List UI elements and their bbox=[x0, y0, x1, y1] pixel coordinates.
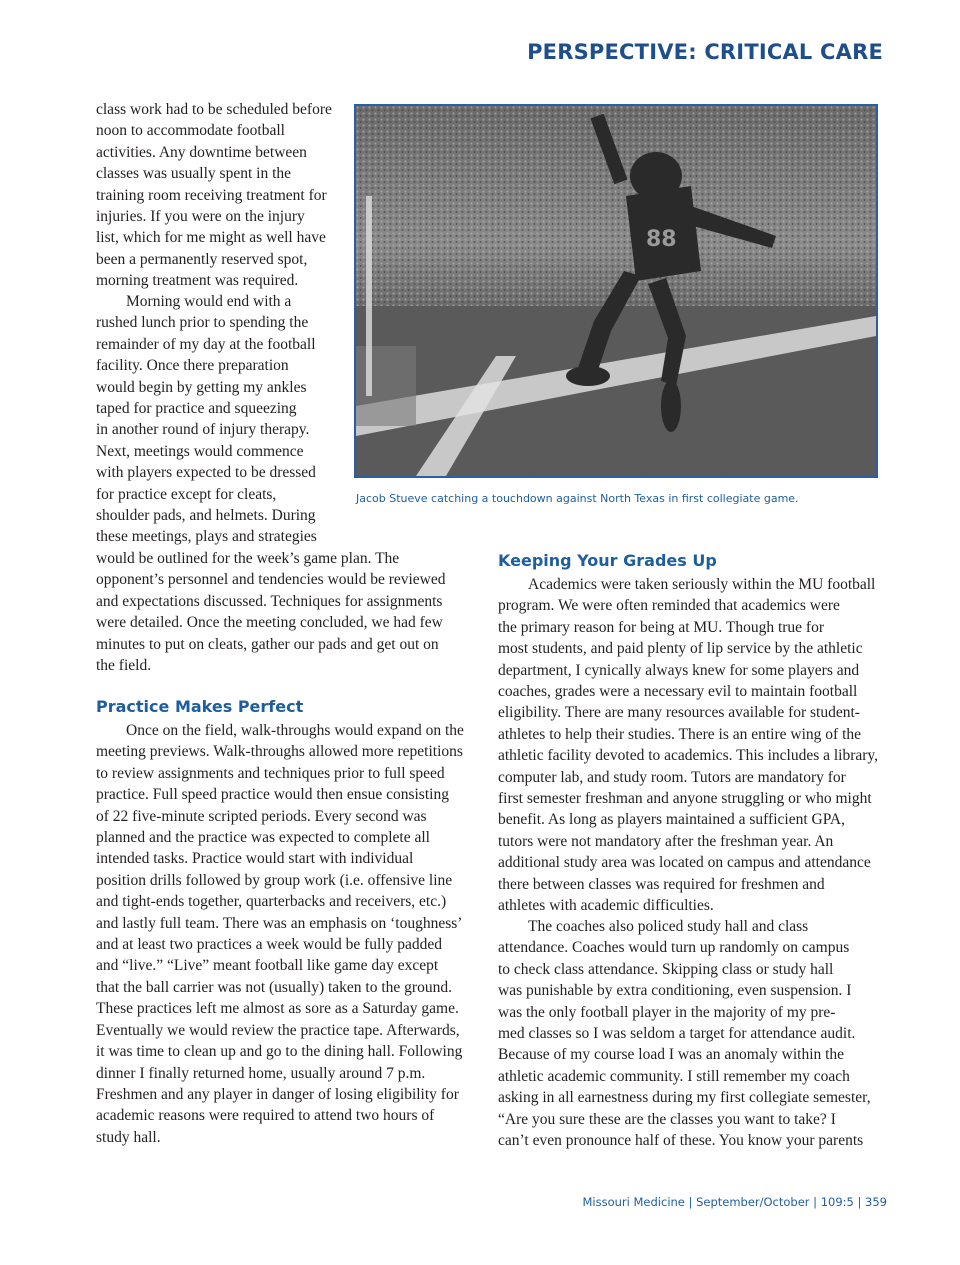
text-line: and expectations discussed. Techniques for assignments bbox=[96, 592, 443, 610]
text-line: been a permanently reserved spot, bbox=[96, 250, 308, 268]
text-line: athletic facility devoted to academics. This includes a library, bbox=[498, 747, 879, 765]
text-line: computer lab, and study room. Tutors are mandatory for bbox=[498, 768, 846, 786]
heading-keeping-your-grades-up: Keeping Your Grades Up bbox=[498, 551, 717, 570]
text-line: Once on the field, walk-throughs would expand on the bbox=[126, 722, 464, 739]
text-line: asking in all earnestness during my first collegiate semester, bbox=[498, 1089, 871, 1107]
text-line: athletic academic community. I still remember my coach bbox=[498, 1067, 850, 1085]
text-line: practice. Full speed practice would then ensue consisting bbox=[96, 786, 449, 804]
text-line: Because of my course load I was an anomaly within the bbox=[498, 1046, 845, 1064]
photo-caption: Jacob Stueve catching a touchdown against North Texas in first collegiate game. bbox=[356, 492, 799, 505]
text-line: The coaches also policed study hall and class bbox=[528, 918, 809, 935]
text-line: and tight-ends together, quarterbacks and receivers, etc.) bbox=[96, 893, 447, 911]
text-line: opponent’s personnel and tendencies would be reviewed bbox=[96, 571, 446, 589]
text-line: with players expected to be dressed bbox=[96, 464, 316, 482]
text-line: eligibility. There are many resources available for student- bbox=[498, 704, 860, 722]
text-line: first semester freshman and anyone struggling or who might bbox=[498, 790, 872, 808]
text-line: would be outlined for the week’s game plan. The bbox=[96, 549, 400, 567]
text-line: benefit. As long as players maintained a sufficient GPA, bbox=[498, 811, 845, 829]
text-line: class work had to be scheduled before bbox=[96, 101, 332, 118]
text-line: that the ball carrier was not (usually) taken to the ground. bbox=[96, 978, 452, 996]
text-line: position drills followed by group work (i.e. offensive line bbox=[96, 871, 453, 889]
text-line: attendance. Coaches would turn up randomly on campus bbox=[498, 939, 850, 957]
text-line: meeting previews. Walk-throughs allowed more repetitions bbox=[96, 743, 463, 761]
text-line: rushed lunch prior to spending the bbox=[96, 314, 309, 332]
text-line: “Are you sure these are the classes you want to take? I bbox=[498, 1110, 836, 1128]
text-line: dinner I finally returned home, usually around 7 p.m. bbox=[96, 1064, 426, 1082]
text-line: the field. bbox=[96, 656, 152, 674]
text-line: there between classes was required for freshmen and bbox=[498, 875, 825, 893]
text-line: these meetings, plays and strategies bbox=[96, 528, 317, 546]
text-line: was punishable by extra conditioning, even suspension. I bbox=[498, 982, 852, 1000]
text-line: it was time to clean up and go to the dining hall. Following bbox=[96, 1043, 463, 1061]
text-line: noon to accommodate football bbox=[96, 122, 285, 140]
text-line: can’t even pronounce half of these. You know your parents bbox=[498, 1132, 864, 1150]
text-line: coaches, grades were a necessary evil to maintain football bbox=[498, 683, 858, 701]
text-line: athletes with academic difficulties. bbox=[498, 897, 714, 915]
text-line: program. We were often reminded that academics were bbox=[498, 597, 840, 615]
section-header: PERSPECTIVE: CRITICAL CARE bbox=[527, 40, 883, 64]
text-line: were detailed. Once the meeting concluded, we had few bbox=[96, 614, 443, 632]
football-photo bbox=[354, 104, 878, 478]
text-line: would begin by getting my ankles bbox=[96, 378, 307, 396]
text-line: for practice except for cleats, bbox=[96, 485, 277, 503]
text-line: list, which for me might as well have bbox=[96, 229, 326, 247]
page-footer: Missouri Medicine | September/October | 109:5 | 359 bbox=[582, 1195, 887, 1209]
text-line: Morning would end with a bbox=[126, 293, 292, 310]
text-line: of 22 five-minute scripted periods. Every second was bbox=[96, 807, 427, 825]
text-line: athletes to help their studies. There is an entire wing of the bbox=[498, 725, 862, 743]
text-line: tutors were not mandatory after the freshman year. An bbox=[498, 832, 834, 850]
text-line: classes was usually spent in the bbox=[96, 165, 292, 183]
text-line: department, I cynically always knew for some players and bbox=[498, 661, 860, 679]
text-line: to review assignments and techniques prior to full speed bbox=[96, 764, 445, 782]
text-line: Eventually we would review the practice tape. Afterwards, bbox=[96, 1021, 460, 1039]
football-player-image bbox=[356, 106, 876, 476]
text-line: intended tasks. Practice would start with individual bbox=[96, 850, 414, 868]
text-line: to check class attendance. Skipping class or study hall bbox=[498, 960, 834, 978]
text-line: facility. Once there preparation bbox=[96, 357, 289, 375]
text-line: study hall. bbox=[96, 1128, 161, 1146]
text-line: shoulder pads, and helmets. During bbox=[96, 507, 316, 525]
svg-text:88: 88 bbox=[646, 227, 677, 252]
text-line: and at least two practices a week would be fully padded bbox=[96, 936, 443, 954]
heading-practice-makes-perfect: Practice Makes Perfect bbox=[96, 697, 304, 716]
left-para-3 bbox=[96, 720, 464, 1148]
text-line: in another round of injury therapy. bbox=[96, 421, 310, 439]
right-para-2 bbox=[498, 916, 871, 1151]
text-line: and “live.” “Live” meant football like game day except bbox=[96, 957, 439, 975]
text-line: training room receiving treatment for bbox=[96, 186, 327, 204]
text-line: most students, and paid plenty of lip service by the athletic bbox=[498, 640, 863, 658]
text-line: activities. Any downtime between bbox=[96, 143, 307, 161]
text-line: med classes so I was seldom a target for attendance audit. bbox=[498, 1025, 856, 1043]
left-para-1 bbox=[96, 99, 332, 292]
text-line: Academics were taken seriously within the MU football bbox=[528, 576, 876, 593]
text-line: Freshmen and any player in danger of losing eligibility for bbox=[96, 1085, 459, 1103]
text-line: was the only football player in the majority of my pre- bbox=[498, 1003, 836, 1021]
text-line: Next, meetings would commence bbox=[96, 442, 304, 460]
text-line: These practices left me almost as sore as a Saturday game. bbox=[96, 1000, 459, 1018]
text-line: injuries. If you were on the injury bbox=[96, 208, 305, 226]
text-line: remainder of my day at the football bbox=[96, 335, 316, 353]
text-line: taped for practice and squeezing bbox=[96, 400, 297, 418]
text-line: the primary reason for being at MU. Though true for bbox=[498, 618, 824, 636]
right-para-1 bbox=[498, 574, 878, 917]
text-line: and lastly full team. There was an emphasis on ‘toughness’ bbox=[96, 914, 463, 932]
text-line: minutes to put on cleats, gather our pads and get out on bbox=[96, 635, 439, 653]
text-line: additional study area was located on campus and attendance bbox=[498, 854, 871, 872]
text-line: planned and the practice was expected to complete all bbox=[96, 829, 430, 847]
text-line: academic reasons were required to attend two hours of bbox=[96, 1107, 435, 1125]
text-line: morning treatment was required. bbox=[96, 272, 299, 290]
